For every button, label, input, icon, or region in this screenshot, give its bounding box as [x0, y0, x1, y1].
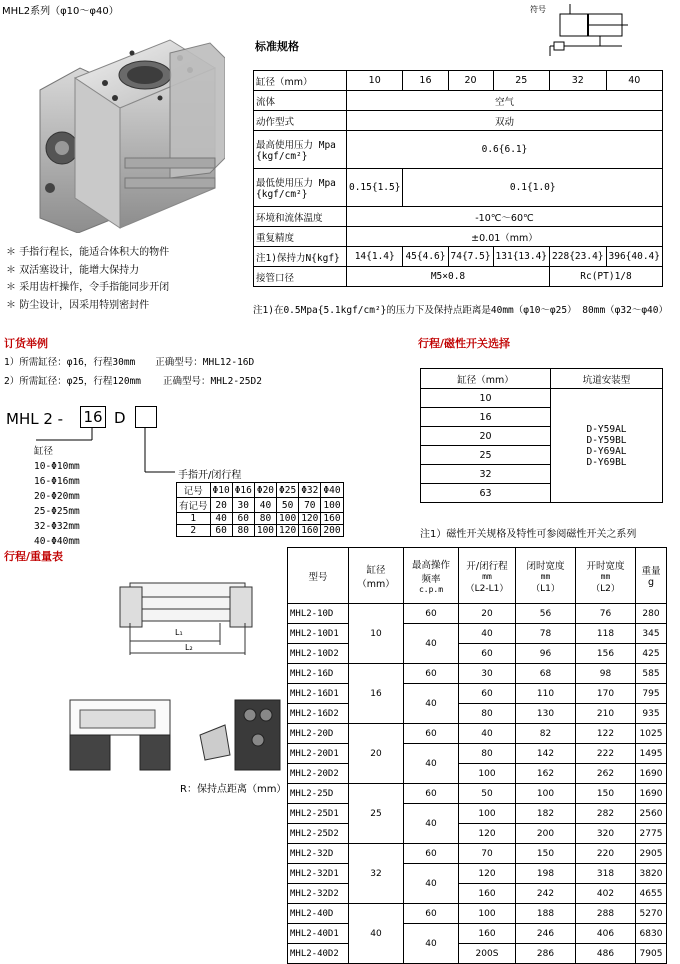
table-row: MHL2-16D 16 60 30 68 98 585	[288, 664, 667, 684]
table-row: MHL2-25D 25 60 50 100 150 1690	[288, 784, 667, 804]
switch-table: 缸径（mm） 坑道安装型 10 D-Y59AL D-Y59BL D-Y69AL D-Y69BL 16 20 25 32 63	[420, 368, 663, 503]
code-connector-lines	[0, 426, 200, 486]
feature-item: ＊ 双活塞设计，能增大保持力	[6, 264, 140, 276]
feature-list	[6, 244, 246, 314]
spec-title: 标准规格	[255, 40, 299, 53]
pneumatic-symbol: 符号	[530, 2, 630, 60]
table-row: MHL2-25D1 40 100 182 282 2560	[288, 804, 667, 824]
spec-table: 缸径（mm） 10 16 20 25 32 40 流体 空气 动作型式 双动 最高使用压力 Mpa {kgf/cm²} 0.6{6.1} 最低使用压力 Mpa {kgf/cm²} 0.15{1.5} 0.1{1.0} 环境和流体温度 -10℃～60℃ 重复精度 ±0.01（mm） 注1)保持力N{kgf} 14{1.4} 45{4.6} 74{7.5} 131{13.4} 228{23.4} 396{40.4} 接管口径 M5×0.8 Rc(PT)1/8	[253, 70, 663, 287]
table-row: MHL2-25D2 120 200 320 2775	[288, 824, 667, 844]
feature-item: ＊ 手指行程长，能适合体积大的物件	[6, 247, 170, 258]
table-row: MHL2-20D2 100 162 262 1690	[288, 764, 667, 784]
l1-label: L₁	[175, 628, 183, 637]
product-photo	[20, 38, 225, 233]
table-row: MHL2-10D 10 60 20 56 76 280	[288, 604, 667, 624]
order-example-1: 1）所需缸径：φ16，行程30mm 正确型号：MHL12-16D	[4, 357, 255, 368]
table-row: MHL2-32D 32 60 70 150 220 2905	[288, 844, 667, 864]
col-stroke: 开/闭行程 mm （L2-L1）	[459, 548, 516, 604]
col-open: 开时宽度 mm （L2）	[576, 548, 636, 604]
switch-title: 行程/磁性开关选择	[418, 337, 511, 350]
series-title: MHL2系列（φ10～φ40）	[2, 6, 119, 17]
order-example-2: 2）所需缸径：φ25，行程120mm 正确型号：MHL2-25D2	[4, 376, 262, 387]
col-weight: 重量 g	[636, 548, 667, 604]
table-row: MHL2-32D2 160 242 402 4655	[288, 884, 667, 904]
table-row: MHL2-10D1 40 40 78 118 345	[288, 624, 667, 644]
table-row: MHL2-10D2 60 96 156 425	[288, 644, 667, 664]
code-stroke-box	[135, 406, 157, 428]
code-bore-box: 16	[80, 406, 106, 428]
feature-item: ＊ 防尘设计，因采用特别密封件	[6, 299, 150, 311]
col-bore: 缸径 （mm）	[349, 548, 404, 604]
weight-table	[287, 547, 667, 964]
table-row: MHL2-16D1 40 60 110 170 795	[288, 684, 667, 704]
table-row: MHL2-32D1 40 120 198 318 3820	[288, 864, 667, 884]
spec-note: 注1)在0.5Mpa{5.1kgf/cm²}的压力下及保持点距离是40mm（φ10～φ25） 80mm（φ32～φ40）	[253, 305, 668, 316]
stroke-code-title: 手指开/闭行程	[178, 470, 242, 481]
l2-label: L₂	[185, 643, 193, 652]
hold-distance-label: R：保持点距离（mm）	[180, 784, 287, 795]
order-title: 订货举例	[4, 337, 48, 350]
dimension-diagram	[60, 575, 285, 790]
col-freq: 最高操作 频率 c.p.m	[404, 548, 459, 604]
table-row: MHL2-20D1 40 80 142 222 1495	[288, 744, 667, 764]
switch-note: 注1）磁性开关规格及特性可参阅磁性开关之系列	[420, 529, 637, 540]
bore-code-list: 缸径 10-Φ10mm 16-Φ16mm 20-Φ20mm 25-Φ25mm 32-Φ32mm 40-Φ40mm	[34, 446, 80, 547]
model-code: MHL 2 -	[6, 410, 64, 428]
weight-title: 行程/重量表	[4, 550, 64, 563]
stroke-code-table: 记号 Φ10 Φ16 Φ20 Φ25 Φ32 Φ40 有记号 20 30 40 50 70 100 1 40 60 80 100 120 160 2 60 80 100 120 160 200	[176, 482, 344, 537]
table-row: MHL2-40D1 40 160 246 406 6830	[288, 924, 667, 944]
spec-bore-label: 缸径（mm）	[254, 71, 347, 91]
table-row: MHL2-16D2 80 130 210 935	[288, 704, 667, 724]
col-model: 型号	[288, 548, 349, 604]
table-row: MHL2-40D 40 60 100 188 288 5270	[288, 904, 667, 924]
feature-item: ＊ 采用齿杆操作，令手指能同步开闭	[6, 282, 170, 293]
code-d: D	[114, 409, 126, 427]
col-closed: 闭时宽度 mm （L1）	[516, 548, 576, 604]
table-row: MHL2-20D 20 60 40 82 122 1025	[288, 724, 667, 744]
table-row: MHL2-40D2 200S 286 486 7905	[288, 944, 667, 964]
